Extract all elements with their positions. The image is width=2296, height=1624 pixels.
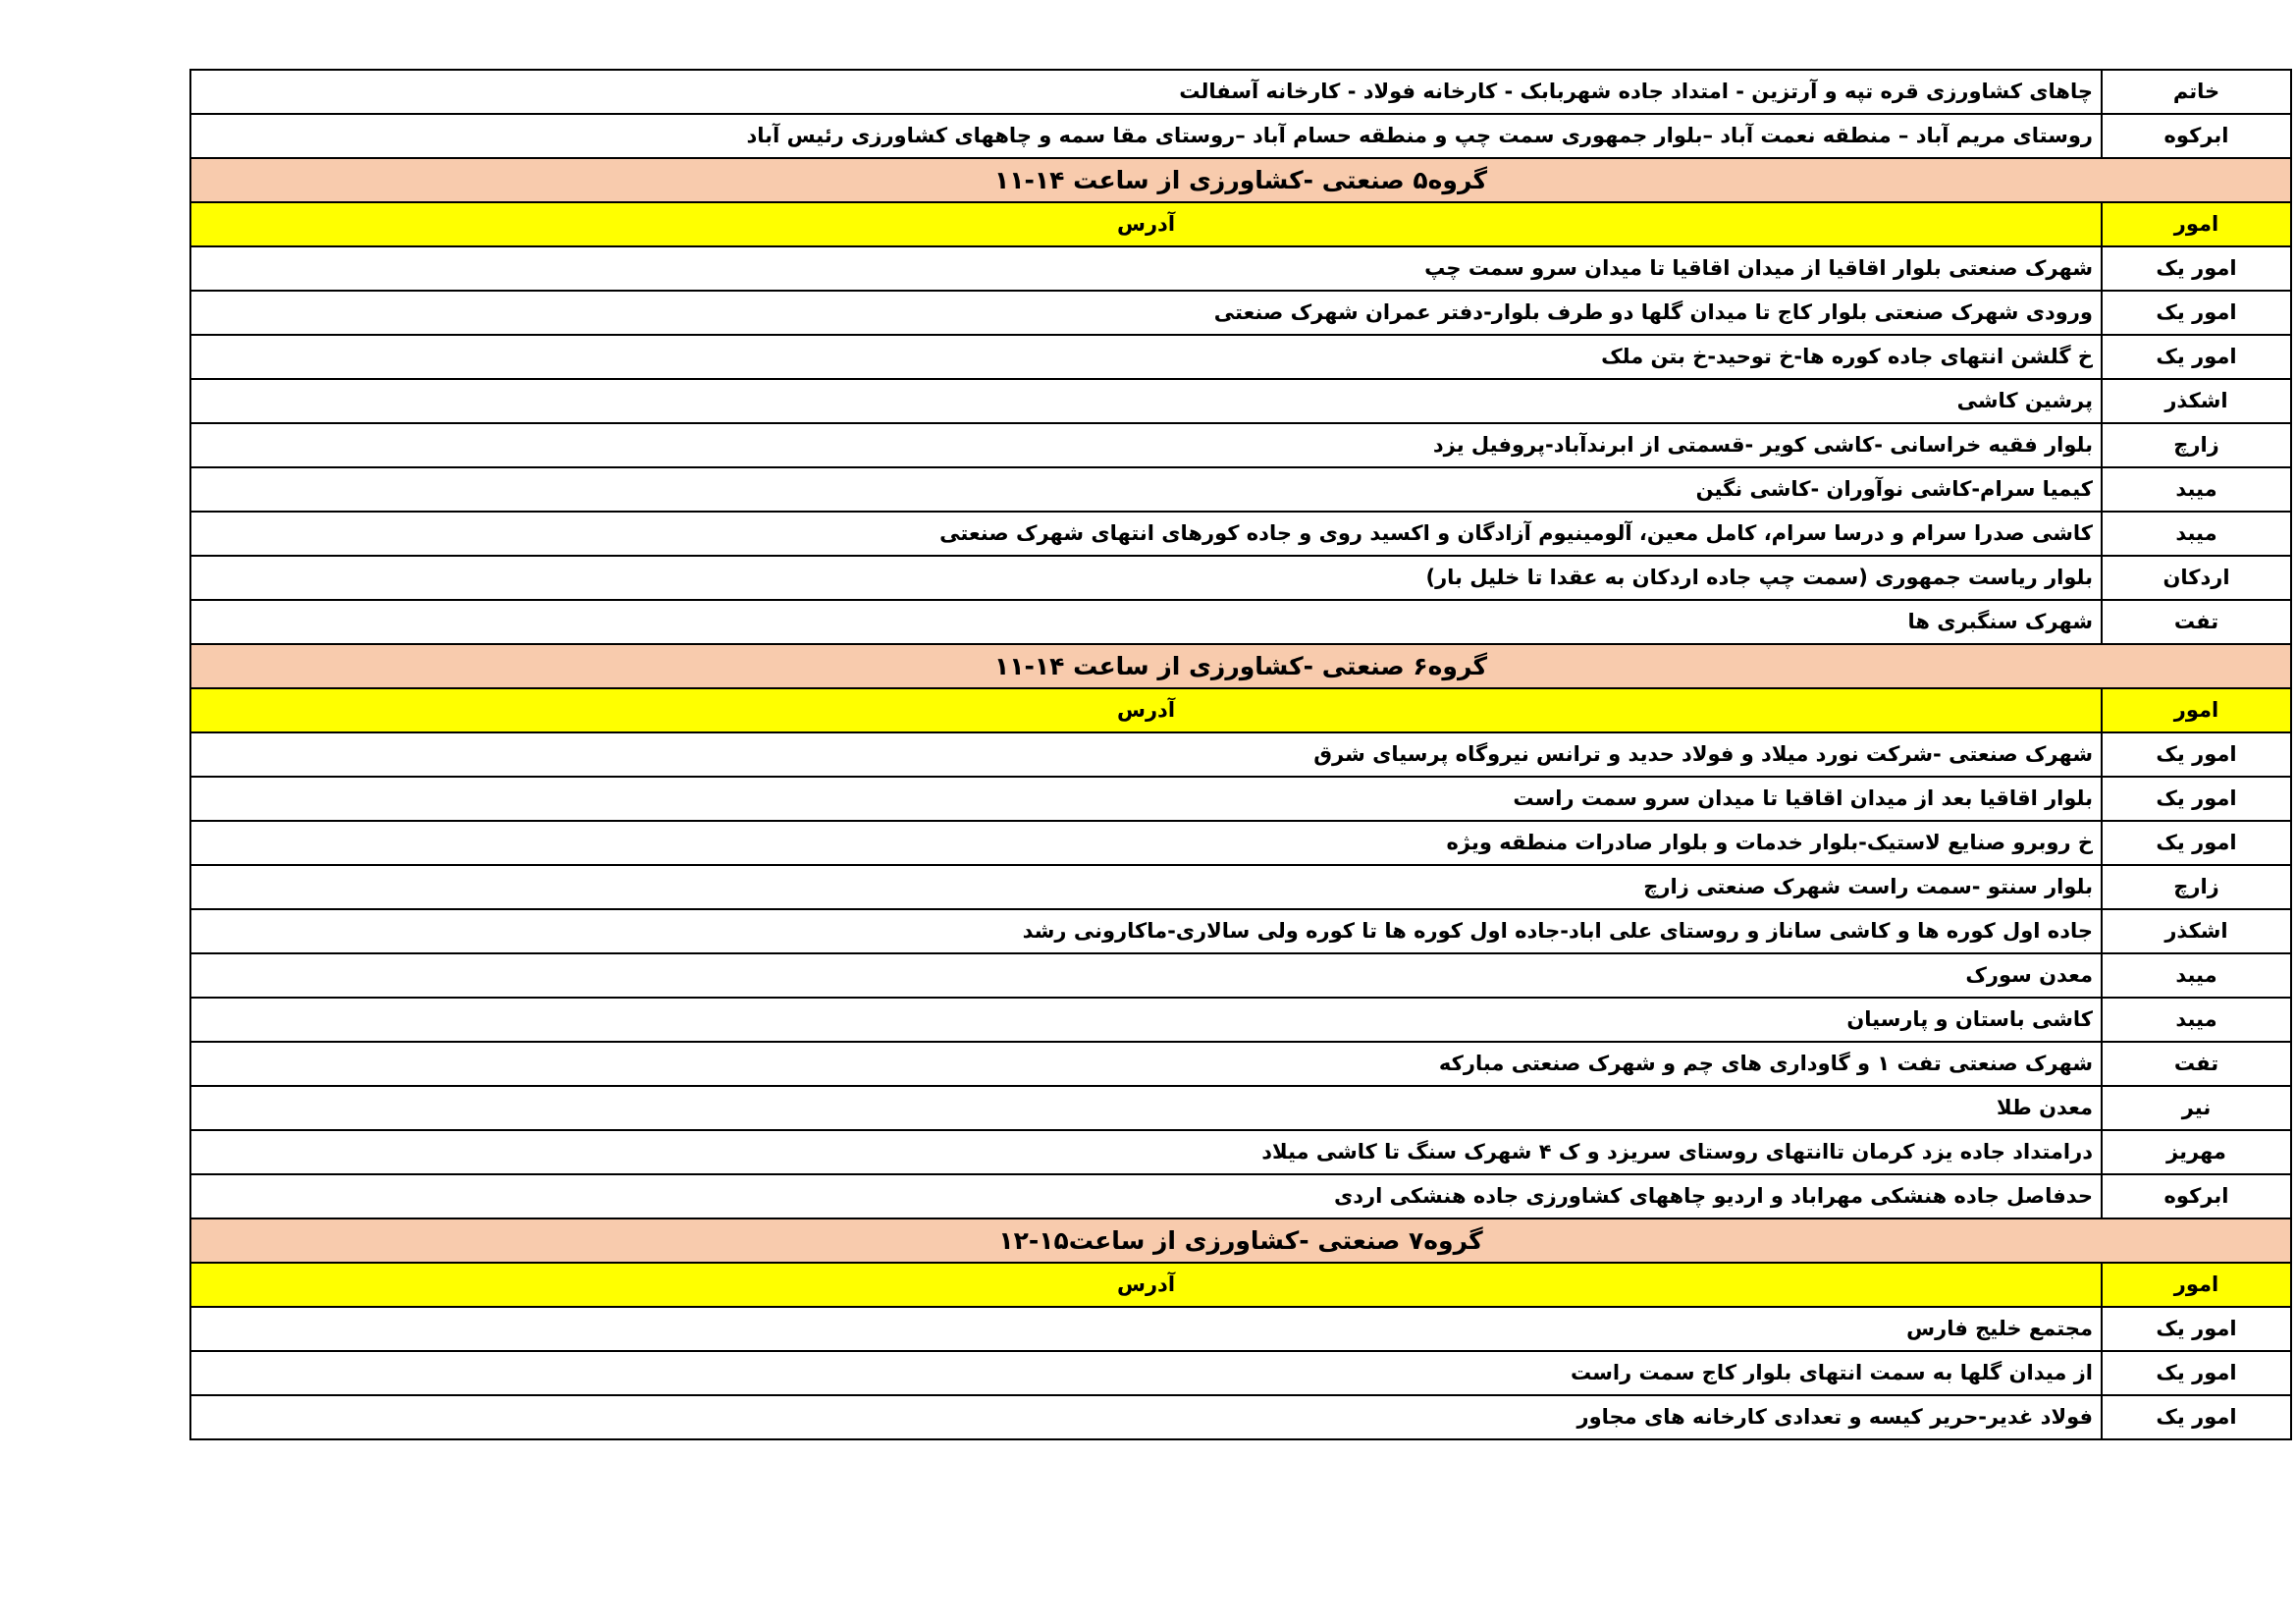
address-cell: بلوار اقاقیا بعد از میدان اقاقیا تا میدان سرو سمت راست bbox=[190, 777, 2102, 821]
table-row bbox=[190, 1086, 2291, 1130]
table-row bbox=[190, 379, 2291, 423]
address-cell: بلوار فقیه خراسانی -کاشی کویر -قسمتی از ابرندآباد-پروفیل یزد bbox=[190, 423, 2102, 467]
area-cell: اردکان bbox=[2102, 556, 2291, 600]
group-title-row bbox=[190, 1218, 2291, 1263]
area-cell: امور یک bbox=[2102, 777, 2291, 821]
area-header: امور bbox=[2102, 688, 2291, 732]
table-row bbox=[190, 909, 2291, 953]
address-cell: خ روبرو صنایع لاستیک-بلوار خدمات و بلوار صادرات منطقه ویژه bbox=[190, 821, 2102, 865]
area-cell: امور یک bbox=[2102, 821, 2291, 865]
table-row bbox=[190, 1351, 2291, 1395]
address-cell: شهرک صنعتی -شرکت نورد میلاد و فولاد حدید و ترانس نیروگاه پرسیای شرق bbox=[190, 732, 2102, 777]
address-cell: فولاد غدیر-حریر کیسه و تعدادی کارخانه های مجاور bbox=[190, 1395, 2102, 1439]
address-cell: معدن طلا bbox=[190, 1086, 2102, 1130]
area-cell: امور یک bbox=[2102, 1307, 2291, 1351]
area-header: امور bbox=[2102, 1263, 2291, 1307]
area-cell: میبد bbox=[2102, 512, 2291, 556]
table-row bbox=[190, 777, 2291, 821]
outage-schedule-table bbox=[189, 69, 2292, 1440]
group-title: گروه۶ صنعتی -کشاورزی از ساعت ۱۴-۱۱ bbox=[190, 644, 2291, 688]
area-cell: میبد bbox=[2102, 467, 2291, 512]
group-title-row bbox=[190, 158, 2291, 202]
area-cell: امور یک bbox=[2102, 732, 2291, 777]
area-cell: امور یک bbox=[2102, 1395, 2291, 1439]
table-row bbox=[190, 1395, 2291, 1439]
area-cell: اشکذر bbox=[2102, 909, 2291, 953]
address-cell: از میدان گلها به سمت انتهای بلوار کاج سمت راست bbox=[190, 1351, 2102, 1395]
area-cell: امور یک bbox=[2102, 291, 2291, 335]
address-cell: خ گلشن انتهای جاده کوره ها-خ توحید-خ بتن ملک bbox=[190, 335, 2102, 379]
address-cell: شهرک سنگبری ها bbox=[190, 600, 2102, 644]
address-header: آدرس bbox=[190, 1263, 2102, 1307]
column-header-row bbox=[190, 688, 2291, 732]
address-cell: شهرک صنعتی بلوار اقاقیا از میدان اقاقیا تا میدان سرو سمت چپ bbox=[190, 246, 2102, 291]
group-title: گروه۵ صنعتی -کشاورزی از ساعت ۱۴-۱۱ bbox=[190, 158, 2291, 202]
area-header: امور bbox=[2102, 202, 2291, 246]
table-row bbox=[190, 821, 2291, 865]
address-header: آدرس bbox=[190, 202, 2102, 246]
address-cell: حدفاصل جاده هنشکی مهراباد و اردیو چاههای کشاورزی جاده هنشکی اردی bbox=[190, 1174, 2102, 1218]
area-cell: ابرکوه bbox=[2102, 114, 2291, 158]
table-row bbox=[190, 865, 2291, 909]
address-cell: مجتمع خلیج فارس bbox=[190, 1307, 2102, 1351]
table-row bbox=[190, 291, 2291, 335]
area-cell: میبد bbox=[2102, 998, 2291, 1042]
table-row bbox=[190, 246, 2291, 291]
address-header: آدرس bbox=[190, 688, 2102, 732]
table-row bbox=[190, 335, 2291, 379]
address-cell: ورودی شهرک صنعتی بلوار کاج تا میدان گلها دو طرف بلوار-دفتر عمران شهرک صنعتی bbox=[190, 291, 2102, 335]
table-row bbox=[190, 423, 2291, 467]
table-row bbox=[190, 1307, 2291, 1351]
table-row bbox=[190, 953, 2291, 998]
area-cell: ابرکوه bbox=[2102, 1174, 2291, 1218]
column-header-row bbox=[190, 202, 2291, 246]
area-cell: امور یک bbox=[2102, 1351, 2291, 1395]
area-cell: امور یک bbox=[2102, 246, 2291, 291]
table-row bbox=[190, 1174, 2291, 1218]
table-row bbox=[190, 1042, 2291, 1086]
address-cell: کیمیا سرام-کاشی نوآوران -کاشی نگین bbox=[190, 467, 2102, 512]
address-cell: بلوار سنتو -سمت راست شهرک صنعتی زارچ bbox=[190, 865, 2102, 909]
area-cell: زارچ bbox=[2102, 865, 2291, 909]
group-title: گروه۷ صنعتی -کشاورزی از ساعت۱۵-۱۲ bbox=[190, 1218, 2291, 1263]
table-row bbox=[190, 512, 2291, 556]
table-row bbox=[190, 70, 2291, 114]
table-row bbox=[190, 600, 2291, 644]
table-row bbox=[190, 998, 2291, 1042]
table-row bbox=[190, 114, 2291, 158]
address-cell: شهرک صنعتی تفت ۱ و گاوداری های چم و شهرک صنعتی مبارکه bbox=[190, 1042, 2102, 1086]
area-cell: خاتم bbox=[2102, 70, 2291, 114]
group-title-row bbox=[190, 644, 2291, 688]
address-cell: پرشین کاشی bbox=[190, 379, 2102, 423]
table-row bbox=[190, 467, 2291, 512]
table-row bbox=[190, 1130, 2291, 1174]
table-row bbox=[190, 732, 2291, 777]
address-cell: کاشی صدرا سرام و درسا سرام، کامل معین، آلومینیوم آزادگان و اکسید روی و جاده کورهای انتهای شهرک صنعتی bbox=[190, 512, 2102, 556]
table-row bbox=[190, 556, 2291, 600]
area-cell: تفت bbox=[2102, 600, 2291, 644]
address-cell: روستای مریم آباد – منطقه نعمت آباد –بلوار جمهوری سمت چپ و منطقه حسام آباد –روستای مقا سمه و چاههای کشاورزی رئیس آباد bbox=[190, 114, 2102, 158]
area-cell: مهریز bbox=[2102, 1130, 2291, 1174]
area-cell: نیر bbox=[2102, 1086, 2291, 1130]
address-cell: معدن سورک bbox=[190, 953, 2102, 998]
address-cell: جاده اول کوره ها و کاشی ساناز و روستای علی اباد-جاده اول کوره ها تا کوره ولی سالاری-ماکارونی رشد bbox=[190, 909, 2102, 953]
area-cell: اشکذر bbox=[2102, 379, 2291, 423]
schedule-body bbox=[190, 70, 2291, 1439]
area-cell: امور یک bbox=[2102, 335, 2291, 379]
area-cell: میبد bbox=[2102, 953, 2291, 998]
column-header-row bbox=[190, 1263, 2291, 1307]
address-cell: درامتداد جاده یزد کرمان تاانتهای روستای سریزد و ک ۴ شهرک سنگ تا کاشی میلاد bbox=[190, 1130, 2102, 1174]
address-cell: چاهای کشاورزی قره تپه و آرتزین - امتداد جاده شهربابک - کارخانه فولاد - کارخانه آسفالت bbox=[190, 70, 2102, 114]
area-cell: تفت bbox=[2102, 1042, 2291, 1086]
address-cell: بلوار ریاست جمهوری (سمت چپ جاده اردکان به عقدا تا خلیل بار) bbox=[190, 556, 2102, 600]
address-cell: کاشی باستان و پارسیان bbox=[190, 998, 2102, 1042]
area-cell: زارچ bbox=[2102, 423, 2291, 467]
